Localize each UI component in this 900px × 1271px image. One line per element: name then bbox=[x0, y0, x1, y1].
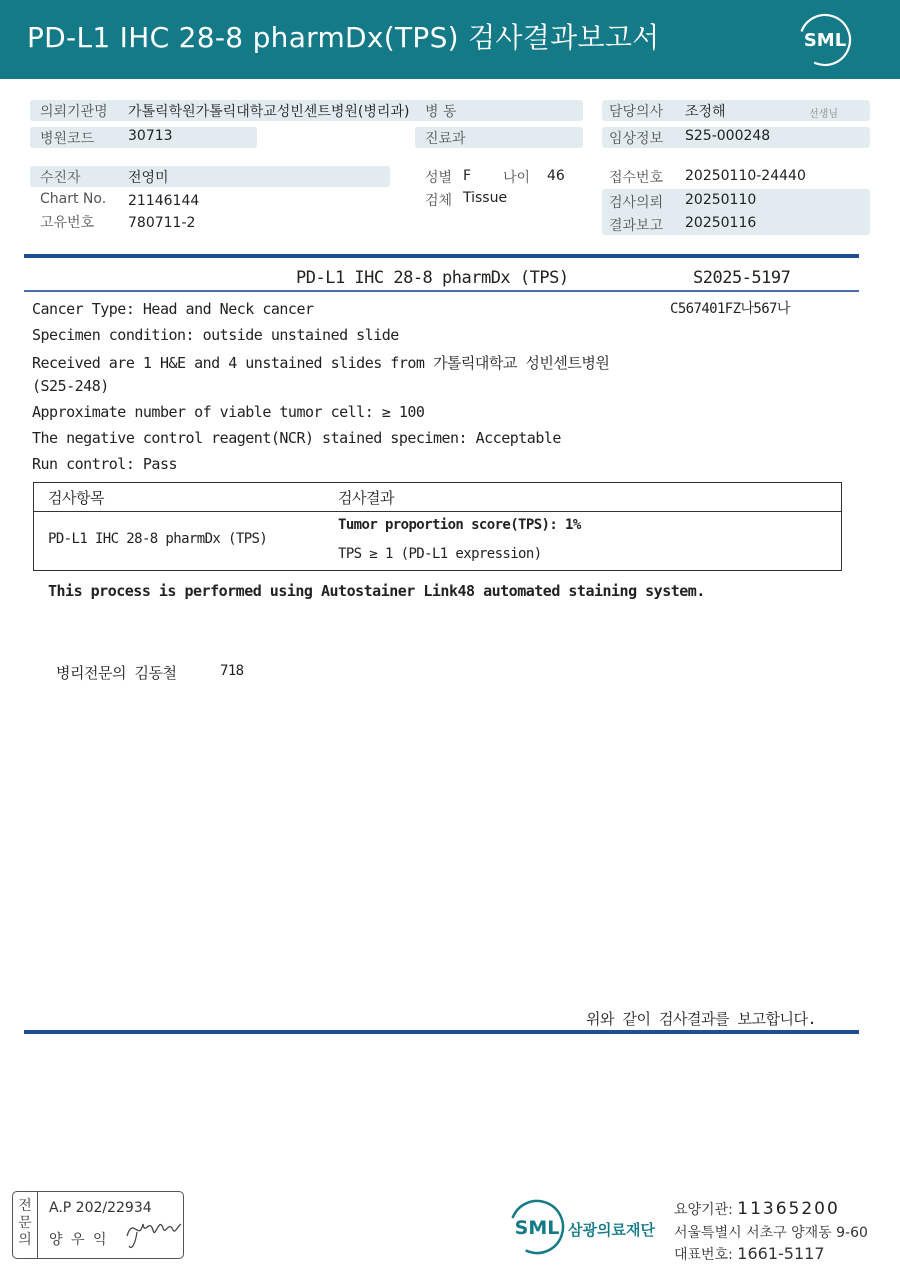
phone-row bbox=[674, 1244, 825, 1264]
unique-value: 780711-2 bbox=[128, 215, 196, 231]
care-institution-number: 11365200 bbox=[737, 1199, 840, 1219]
section-divider bbox=[24, 254, 859, 258]
patient-value: 전영미 bbox=[128, 170, 169, 186]
age-label: 나이 bbox=[503, 170, 531, 186]
report-line: (S25-248) bbox=[32, 377, 109, 395]
table-result-score: Tumor proportion score(TPS): 1% bbox=[338, 517, 581, 533]
phone-label: 대표번호: bbox=[674, 1247, 733, 1263]
report-line: The negative control reagent(NCR) stained specimen: Acceptable bbox=[32, 429, 561, 447]
sex-value: F bbox=[463, 168, 472, 184]
svg-text:SML: SML bbox=[803, 30, 847, 51]
report-date-label: 결과보고 bbox=[609, 218, 664, 234]
report-number: S2025-5197 bbox=[693, 268, 791, 288]
org-address: 서울특별시 서초구 양재동 9-60 bbox=[674, 1225, 868, 1241]
signature-icon bbox=[123, 1206, 183, 1252]
doctor-label: 담당의사 bbox=[609, 104, 664, 120]
report-line: Approximate number of viable tumor cell: ≥ 100 bbox=[32, 403, 425, 421]
hospital-code-value: 30713 bbox=[128, 128, 173, 144]
care-institution-row bbox=[674, 1199, 840, 1219]
footer-divider bbox=[24, 1030, 859, 1034]
org-name: 삼광의료재단 bbox=[568, 1221, 655, 1239]
table-test-item: PD-L1 IHC 28-8 pharmDx (TPS) bbox=[48, 531, 268, 547]
care-institution-label: 요양기관: bbox=[674, 1202, 733, 1218]
report-line: Cancer Type: Head and Neck cancer bbox=[32, 300, 314, 318]
pathologist-number: 718 bbox=[220, 663, 244, 679]
title-underline bbox=[24, 290, 859, 292]
clinical-label: 임상정보 bbox=[609, 131, 664, 147]
report-date-value: 20250116 bbox=[685, 215, 757, 231]
department-label: 진료과 bbox=[425, 131, 466, 147]
age-value: 46 bbox=[547, 168, 565, 184]
report-line: Run control: Pass bbox=[32, 455, 178, 473]
hospital-code-label: 병원코드 bbox=[40, 131, 95, 147]
pathologist-name: 병리전문의 김동철 bbox=[56, 664, 177, 682]
specimen-label: 검체 bbox=[425, 193, 453, 209]
table-header-item: 검사항목 bbox=[48, 489, 104, 507]
specialist-stamp bbox=[12, 1191, 184, 1259]
sml-logo-icon bbox=[797, 12, 853, 68]
report-title: PD-L1 IHC 28-8 pharmDx(TPS) 검사결과보고서 bbox=[27, 21, 660, 54]
institution-label: 의뢰기관명 bbox=[40, 104, 108, 120]
svg-text:SML: SML bbox=[514, 1217, 560, 1239]
table-header-result: 검사결과 bbox=[338, 489, 394, 507]
stamp-license: A.P 202/22934 bbox=[49, 1200, 152, 1216]
table-result-expression: TPS ≥ 1 (PD-L1 expression) bbox=[338, 546, 542, 562]
receipt-value: 20250110-24440 bbox=[685, 168, 806, 184]
unique-label: 고유번호 bbox=[40, 215, 95, 231]
institution-value: 가톨릭학원가톨릭대학교성빈센트병원(병리과) bbox=[128, 104, 410, 120]
phone-number: 1661-5117 bbox=[737, 1244, 825, 1263]
patient-label: 수진자 bbox=[40, 170, 81, 186]
report-line: Specimen condition: outside unstained slide bbox=[32, 326, 399, 344]
specimen-value: Tissue bbox=[463, 190, 508, 206]
doctor-value: 조정해 bbox=[685, 104, 726, 120]
request-label: 검사의뢰 bbox=[609, 195, 664, 211]
closing-statement: 위와 같이 검사결과를 보고합니다. bbox=[586, 1010, 816, 1028]
stamp-divider bbox=[37, 1192, 38, 1258]
doctor-suffix: 선생님 bbox=[809, 109, 838, 120]
report-header bbox=[0, 0, 900, 79]
sex-label: 성별 bbox=[425, 170, 453, 186]
chart-value: 21146144 bbox=[128, 193, 200, 209]
ward-label: 병 동 bbox=[425, 104, 457, 120]
chart-label: Chart No. bbox=[40, 191, 107, 207]
process-note: This process is performed using Autostainer Link48 automated staining system. bbox=[48, 582, 705, 600]
receipt-label: 접수번호 bbox=[609, 170, 664, 186]
request-value: 20250110 bbox=[685, 192, 757, 208]
test-title: PD-L1 IHC 28-8 pharmDx (TPS) bbox=[296, 268, 569, 288]
report-line: Received are 1 H&E and 4 unstained slides from 가톨릭대학교 성빈센트병원 bbox=[32, 354, 610, 372]
stamp-vertical-label: 전문의 bbox=[18, 1198, 32, 1248]
sml-footer-logo-icon bbox=[508, 1198, 566, 1256]
barcode-text: C567401FZ나567나 bbox=[670, 301, 790, 317]
info-bar bbox=[30, 166, 390, 187]
clinical-value: S25-000248 bbox=[685, 128, 771, 144]
result-table bbox=[33, 482, 842, 571]
stamp-name: 양 우 익 bbox=[49, 1232, 109, 1248]
table-header-divider bbox=[34, 511, 841, 512]
